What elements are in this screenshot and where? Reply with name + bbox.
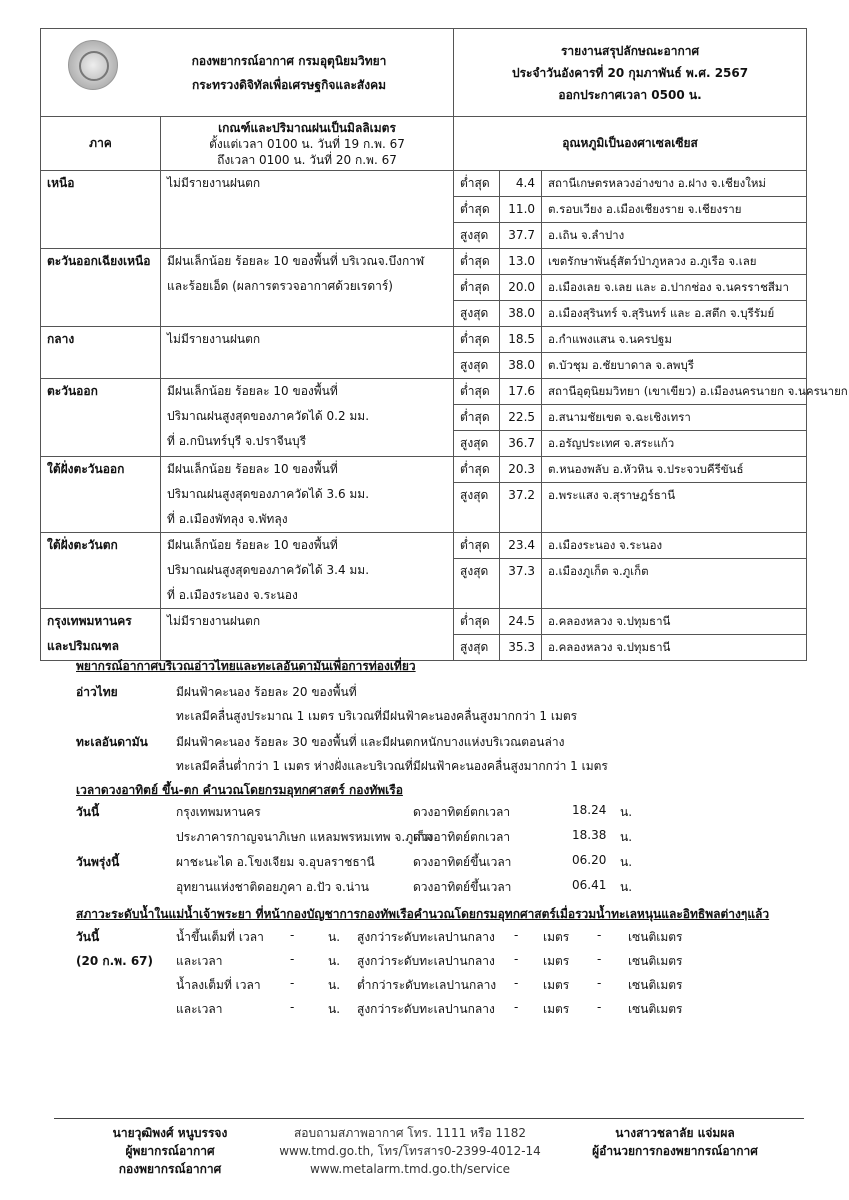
report-date: ประจำวันอังคารที่ 20 กุมภาพันธ์ พ.ศ. 2567: [511, 65, 749, 80]
temp-value: 13.0: [500, 249, 542, 275]
temp-label: สูงสุด: [454, 559, 500, 609]
tide-cell: -: [514, 1000, 519, 1014]
temp-station: อ.เมืองเลย จ.เลย และ อ.ปากช่อง จ.นครราชสีมา: [542, 275, 807, 301]
temp-value: 38.0: [500, 353, 542, 379]
tide-cell: เซนติเมตร: [628, 1002, 683, 1016]
tide-title: สภาวะระดับน้ำในแม่น้ำเจ้าพระยา ที่หน้ากองบัญชาการกองทัพเรือคำนวณโดยกรมอุทกศาสตร์เมื่อรวมน้ำทะเลหนุนและอิทธิพลต่างๆแล้ว: [76, 907, 770, 921]
tide-cell: และเวลา: [176, 954, 223, 968]
temp-label: ต่ำสุด: [454, 275, 500, 301]
temp-label: ต่ำสุด: [454, 197, 500, 223]
temp-value: 37.2: [500, 483, 542, 533]
temp-station: อ.คลองหลวง จ.ปทุมธานี: [542, 609, 807, 635]
temp-value: 11.0: [500, 197, 542, 223]
temp-station: ต.บัวชุม อ.ชัยบาดาล จ.ลพบุรี: [542, 353, 807, 379]
temp-value: 4.4: [500, 171, 542, 197]
rain-summary-line: มีฝนเล็กน้อย ร้อยละ 10 ของพื้นที่: [167, 538, 338, 552]
region-name: [41, 327, 161, 379]
region-name-line: ตะวันออกเฉียงเหนือ: [47, 254, 151, 268]
region-row: [41, 171, 807, 197]
sun-place: กรุงเทพมหานคร: [176, 805, 261, 819]
sun-place: ผาชะนะได อ.โขงเจียม จ.อุบลราชธานี: [176, 855, 375, 869]
temp-station: อ.เมืองสุรินทร์ จ.สุรินทร์ และ อ.สตึก จ.บุรีรัมย์: [542, 301, 807, 327]
tide-cell: เซนติเมตร: [628, 954, 683, 968]
tide-cell: -: [290, 976, 295, 990]
rain-summary-line: ที่ อ.เมืองพัทลุง จ.พัทลุง: [167, 512, 288, 526]
tide-cell: น.: [328, 1002, 341, 1016]
region-name: [41, 249, 161, 327]
rain-criteria-label: เกณฑ์และปริมาณฝนเป็นมิลลิเมตร: [218, 120, 396, 135]
tide-date: (20 ก.พ. 67): [76, 954, 154, 968]
sun-event: ดวงอาทิตย์ขึ้นเวลา: [413, 880, 512, 894]
rain-summary-line: ที่ อ.กบินทร์บุรี จ.ปราจีนบุรี: [167, 434, 307, 448]
temp-station: อ.พระแสง จ.สุราษฎร์ธานี: [542, 483, 807, 533]
tide-cell: -: [514, 976, 519, 990]
temp-value: 17.6: [500, 379, 542, 405]
footer-divider: [54, 1118, 804, 1119]
sun-unit: น.: [620, 855, 633, 869]
region-name-line: กรุงเทพมหานคร: [47, 614, 132, 628]
tide-cell: เมตร: [543, 978, 570, 992]
forecaster-division: กองพยากรณ์อากาศ: [118, 1162, 222, 1176]
andaman-label: ทะเลอันดามัน: [76, 735, 148, 749]
temp-label: ต่ำสุด: [454, 533, 500, 559]
sun-place: อุทยานแห่งชาติดอยภูคา อ.ปัว จ.น่าน: [176, 880, 369, 894]
temp-value: 36.7: [500, 431, 542, 457]
contact-website[interactable]: www.tmd.go.th, โทร/โทรสาร0-2399-4012-14: [279, 1144, 541, 1158]
region-row: [41, 457, 807, 483]
temp-label: สูงสุด: [454, 431, 500, 457]
tide-cell: น้ำขึ้นเต็มที่ เวลา: [176, 930, 264, 944]
temp-label: ต่ำสุด: [454, 457, 500, 483]
temp-label: สูงสุด: [454, 353, 500, 379]
region-name: [41, 533, 161, 609]
gulf-forecast-2: ทะเลมีคลื่นสูงประมาณ 1 เมตร บริเวณที่มีฝนฟ้าคะนองคลื่นสูงมากกว่า 1 เมตร: [176, 709, 578, 723]
temp-label: ต่ำสุด: [454, 609, 500, 635]
rain-summary: [161, 327, 454, 379]
sun-time: 06.20: [572, 853, 607, 867]
tide-cell: สูงกว่าระดับทะเลปานกลาง: [357, 930, 495, 944]
report-title: รายงานสรุปลักษณะอากาศ: [560, 43, 700, 58]
director-name: นางสาวชลาลัย แจ่มผล: [615, 1126, 735, 1140]
tide-cell: เมตร: [543, 930, 570, 944]
director-title: ผู้อำนวยการกองพยากรณ์อากาศ: [592, 1144, 758, 1158]
temp-label: สูงสุด: [454, 301, 500, 327]
tide-cell: ต่ำกว่าระดับทะเลปานกลาง: [357, 978, 497, 992]
temp-value: 20.3: [500, 457, 542, 483]
rain-summary-line: ไม่มีรายงานฝนตก: [167, 614, 261, 628]
column-header-temperature: อุณหภูมิเป็นองศาเซลเซียส: [454, 117, 807, 171]
temp-station: อ.เมืองภูเก็ต จ.ภูเก็ต: [542, 559, 807, 609]
region-row: [41, 249, 807, 275]
weather-summary-table: [40, 28, 848, 661]
sun-time: 18.24: [572, 803, 607, 817]
tide-cell: -: [514, 952, 519, 966]
column-header-rain: [161, 117, 454, 171]
temp-label: ต่ำสุด: [454, 405, 500, 431]
forecaster-name: นายวุฒิพงศ์ หนูบรรจง: [112, 1126, 228, 1140]
sun-event: ดวงอาทิตย์ตกเวลา: [413, 830, 511, 844]
director-signature-block: [570, 1124, 780, 1160]
region-name-line: เหนือ: [47, 176, 75, 190]
sun-unit: น.: [620, 805, 633, 819]
tide-cell: เมตร: [543, 954, 570, 968]
temp-station: อ.กำแพงแสน จ.นครปฐม: [542, 327, 807, 353]
tide-cell: น.: [328, 978, 341, 992]
temp-label: สูงสุด: [454, 635, 500, 661]
agency-header: [41, 29, 454, 117]
tide-cell: -: [597, 952, 602, 966]
tide-cell: -: [597, 928, 602, 942]
andaman-forecast-2: ทะเลมีคลื่นต่ำกว่า 1 เมตร ห่างฝั่งและบริเวณที่มีฝนฟ้าคะนองคลื่นสูงมากกว่า 1 เมตร: [176, 759, 608, 773]
temp-value: 37.3: [500, 559, 542, 609]
tide-cell: -: [597, 976, 602, 990]
tide-cell: เมตร: [543, 1002, 570, 1016]
rain-summary-line: ที่ อ.เมืองระนอง จ.ระนอง: [167, 588, 298, 602]
rain-summary-line: ปริมาณฝนสูงสุดของภาควัดได้ 3.4 มม.: [167, 563, 370, 577]
tide-cell: และเวลา: [176, 1002, 223, 1016]
rain-summary-line: ไม่มีรายงานฝนตก: [167, 176, 261, 190]
sea-forecast-title: พยากรณ์อากาศบริเวณอ่าวไทยและทะเลอันดามันเพื่อการท่องเที่ยว: [76, 659, 416, 673]
rain-summary: [161, 379, 454, 457]
gulf-forecast-1: มีฝนฟ้าคะนอง ร้อยละ 20 ของพื้นที่: [176, 685, 357, 699]
rain-summary-line: มีฝนเล็กน้อย ร้อยละ 10 ของพื้นที่ บริเวณจ.บึงกาฬ: [167, 254, 425, 268]
sun-today-label: วันนี้: [76, 805, 100, 819]
temp-value: 20.0: [500, 275, 542, 301]
temp-station: อ.คลองหลวง จ.ปทุมธานี: [542, 635, 807, 661]
region-name-line: ใต้ฝั่งตะวันตก: [47, 538, 118, 552]
temp-label: ต่ำสุด: [454, 379, 500, 405]
contact-phone: สอบถามสภาพอากาศ โทร. 1111 หรือ 1182: [293, 1126, 527, 1140]
tide-cell: -: [290, 952, 295, 966]
sun-time: 18.38: [572, 828, 607, 842]
region-name: [41, 379, 161, 457]
temp-value: 37.7: [500, 223, 542, 249]
agency-name: กองพยากรณ์อากาศ กรมอุตุนิยมวิทยา: [191, 53, 387, 68]
tide-cell: -: [514, 928, 519, 942]
temp-station: สถานีอุตุนิยมวิทยา (เขาเขียว) อ.เมืองนครนายก จ.นครนายก: [542, 379, 807, 405]
tide-cell: -: [290, 1000, 295, 1014]
region-name: [41, 609, 161, 661]
tide-today-label: วันนี้: [76, 930, 100, 944]
ministry-name: กระทรวงดิจิทัลเพื่อเศรษฐกิจและสังคม: [191, 77, 387, 92]
temp-station: ต.รอบเวียง อ.เมืองเชียงราย จ.เชียงราย: [542, 197, 807, 223]
rain-summary-line: มีฝนเล็กน้อย ร้อยละ 10 ของพื้นที่: [167, 384, 338, 398]
temp-label: ต่ำสุด: [454, 249, 500, 275]
temp-station: อ.เมืองระนอง จ.ระนอง: [542, 533, 807, 559]
temp-station: อ.อรัญประเทศ จ.สระแก้ว: [542, 431, 807, 457]
forecaster-signature-block: [100, 1124, 240, 1178]
temp-label: ต่ำสุด: [454, 327, 500, 353]
sun-time: 06.41: [572, 878, 607, 892]
temp-station: อ.สนามชัยเขต จ.ฉะเชิงเทรา: [542, 405, 807, 431]
temp-station: สถานีเกษตรหลวงอ่างขาง อ.ฝาง จ.เชียงใหม่: [542, 171, 807, 197]
temp-label: ต่ำสุด: [454, 171, 500, 197]
rain-summary: [161, 171, 454, 249]
region-row: [41, 609, 807, 635]
tide-cell: น.: [328, 954, 341, 968]
region-name: [41, 171, 161, 249]
rain-period-end: ถึงเวลา 0100 น. วันที่ 20 ก.พ. 67: [217, 152, 397, 167]
report-header: [454, 29, 807, 117]
sun-event: ดวงอาทิตย์ขึ้นเวลา: [413, 855, 512, 869]
temp-value: 35.3: [500, 635, 542, 661]
region-row: [41, 327, 807, 353]
rain-summary: [161, 457, 454, 533]
sun-times-title: เวลาดวงอาทิตย์ ขึ้น-ตก คำนวณโดยกรมอุทกศาสตร์ กองทัพเรือ: [76, 783, 403, 797]
tide-cell: เซนติเมตร: [628, 930, 683, 944]
rain-summary: [161, 533, 454, 609]
temp-value: 22.5: [500, 405, 542, 431]
sun-place: ประภาคารกาญจนาภิเษก แหลมพรหมเทพ จ.ภูเก็ต: [176, 830, 433, 844]
region-name-line: ใต้ฝั่งตะวันออก: [47, 462, 125, 476]
rain-summary-line: ปริมาณฝนสูงสุดของภาควัดได้ 3.6 มม.: [167, 487, 370, 501]
sun-unit: น.: [620, 880, 633, 894]
region-name-line: กลาง: [47, 332, 75, 346]
temp-station: อ.เถิน จ.ลำปาง: [542, 223, 807, 249]
region-name-line: ตะวันออก: [47, 384, 98, 398]
region-name: [41, 457, 161, 533]
tide-cell: เซนติเมตร: [628, 978, 683, 992]
rain-period-start: ตั้งแต่เวลา 0100 น. วันที่ 19 ก.พ. 67: [209, 136, 405, 151]
andaman-forecast-1: มีฝนฟ้าคะนอง ร้อยละ 30 ของพื้นที่ และมีฝนตกหนักบางแห่งบริเวณตอนล่าง: [176, 735, 565, 749]
sun-tomorrow-label: วันพรุ่งนี้: [76, 855, 120, 869]
service-website[interactable]: www.metalarm.tmd.go.th/service: [310, 1162, 510, 1176]
region-name-line: และปริมณฑล: [47, 639, 119, 653]
region-row: [41, 379, 807, 405]
column-header-region: ภาค: [41, 117, 161, 171]
tide-cell: น.: [328, 930, 341, 944]
rain-summary-line: ปริมาณฝนสูงสุดของภาควัดได้ 0.2 มม.: [167, 409, 370, 423]
temp-value: 18.5: [500, 327, 542, 353]
forecaster-title: ผู้พยากรณ์อากาศ: [125, 1144, 215, 1158]
sun-event: ดวงอาทิตย์ตกเวลา: [413, 805, 511, 819]
temp-station: ต.หนองพลับ อ.หัวหิน จ.ประจวบคีรีขันธ์: [542, 457, 807, 483]
tide-cell: -: [597, 1000, 602, 1014]
rain-summary: [161, 249, 454, 327]
tide-cell: น้ำลงเต็มที่ เวลา: [176, 978, 261, 992]
rain-summary: [161, 609, 454, 661]
temp-label: สูงสุด: [454, 223, 500, 249]
contact-info: [270, 1124, 550, 1178]
rain-summary-line: มีฝนเล็กน้อย ร้อยละ 10 ของพื้นที่: [167, 462, 338, 476]
temp-value: 23.4: [500, 533, 542, 559]
temp-value: 24.5: [500, 609, 542, 635]
rain-summary-line: และร้อยเอ็ด (ผลการตรวจอากาศด้วยเรดาร์): [167, 279, 393, 293]
tide-cell: สูงกว่าระดับทะเลปานกลาง: [357, 954, 495, 968]
tide-cell: -: [290, 928, 295, 942]
temp-value: 38.0: [500, 301, 542, 327]
report-time: ออกประกาศเวลา 0500 น.: [558, 87, 702, 102]
temp-station: เขตรักษาพันธุ์สัตว์ป่าภูหลวง อ.ภูเรือ จ.เลย: [542, 249, 807, 275]
rain-summary-line: ไม่มีรายงานฝนตก: [167, 332, 261, 346]
temp-label: สูงสุด: [454, 483, 500, 533]
gulf-label: อ่าวไทย: [76, 685, 118, 699]
tide-cell: สูงกว่าระดับทะเลปานกลาง: [357, 1002, 495, 1016]
sun-unit: น.: [620, 830, 633, 844]
region-row: [41, 533, 807, 559]
